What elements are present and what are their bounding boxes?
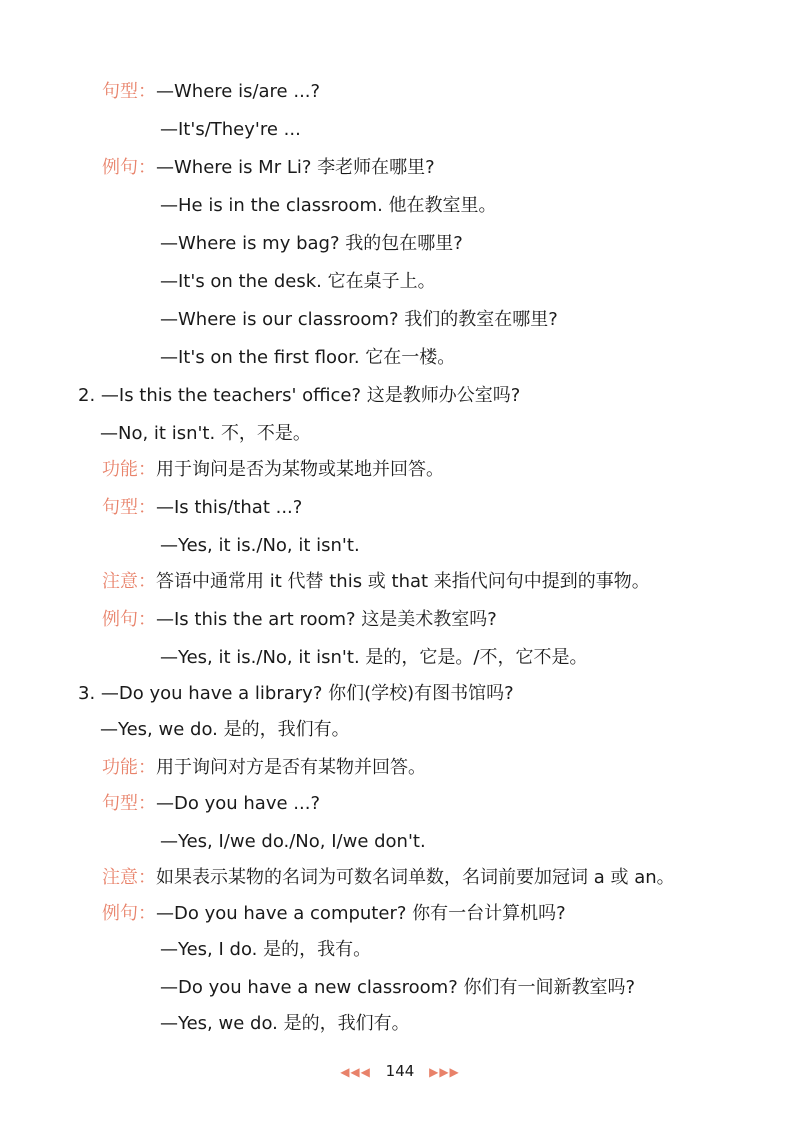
line-text: —It's/They're ... [160, 119, 301, 140]
section-label: 句型： [102, 81, 156, 102]
line-text: —It's on the first floor. 它在一楼。 [160, 347, 456, 368]
line-text: —He is in the classroom. 他在教室里。 [160, 195, 497, 216]
line-text: —Is this/that ...? [156, 497, 303, 518]
item-heading [78, 384, 520, 408]
example-line [160, 1012, 410, 1036]
item-answer [100, 422, 311, 446]
line-text: 答语中通常用 it 代替 this 或 that 来指代问句中提到的事物。 [156, 571, 650, 592]
note-line [102, 866, 675, 890]
line-text: —Do you have ...? [156, 793, 320, 814]
section-label: 注意： [102, 571, 156, 592]
line-text: —Where is my bag? 我的包在哪里? [160, 233, 463, 254]
section-label: 注意： [102, 867, 156, 888]
section-label: 句型： [102, 497, 156, 518]
pattern-line [160, 830, 426, 854]
line-text: 3. —Do you have a library? 你们(学校)有图书馆吗? [78, 683, 514, 704]
line-text: —Is this the art room? 这是美术教室吗? [156, 609, 497, 630]
item-heading [78, 682, 514, 706]
example-line [160, 346, 455, 370]
example-line [102, 156, 435, 180]
example-line [160, 976, 635, 1000]
line-text: —Yes, we do. 是的，我们有。 [160, 1013, 410, 1034]
section-label: 例句： [102, 609, 156, 630]
line-text: —Yes, we do. 是的，我们有。 [100, 719, 350, 740]
line-text: —Yes, it is./No, it isn't. [160, 535, 360, 556]
section-label: 功能： [102, 459, 156, 480]
next-arrows-icon: ▶▶▶ [429, 1065, 460, 1079]
function-line [102, 756, 426, 780]
line-text: 2. —Is this the teachers' office? 这是教师办公室吗? [78, 385, 521, 406]
page-footer [0, 1060, 800, 1083]
pattern-line [102, 496, 302, 520]
example-line [102, 608, 497, 632]
line-text: —Yes, I/we do./No, I/we don't. [160, 831, 426, 852]
example-line [102, 902, 566, 926]
line-text: —Do you have a new classroom? 你们有一间新教室吗? [160, 977, 636, 998]
section-label: 例句： [102, 157, 156, 178]
example-line [160, 194, 497, 218]
pattern-line [102, 80, 320, 104]
section-label: 句型： [102, 793, 156, 814]
line-text: —It's on the desk. 它在桌子上。 [160, 271, 436, 292]
pattern-line [160, 118, 301, 142]
line-text: —No, it isn't. 不，不是。 [100, 423, 311, 444]
prev-arrows-icon: ◀◀◀ [340, 1065, 371, 1079]
line-text: —Where is/are ...? [156, 81, 321, 102]
line-text: 用于询问对方是否有某物并回答。 [156, 757, 426, 778]
function-line [102, 458, 444, 482]
example-line [160, 646, 587, 670]
line-text: —Where is our classroom? 我们的教室在哪里? [160, 309, 558, 330]
example-line [160, 270, 436, 294]
section-label: 例句： [102, 903, 156, 924]
line-text: —Do you have a computer? 你有一台计算机吗? [156, 903, 566, 924]
note-line [102, 570, 650, 594]
line-text: —Yes, I do. 是的，我有。 [160, 939, 372, 960]
line-text: —Yes, it is./No, it isn't. 是的，它是。/不，它不是。 [160, 647, 588, 668]
item-answer [100, 718, 350, 742]
line-text: 如果表示某物的名词为可数名词单数，名词前要加冠词 a 或 an。 [156, 867, 675, 888]
line-text: —Where is Mr Li? 李老师在哪里? [156, 157, 435, 178]
line-text: 用于询问是否为某物或某地并回答。 [156, 459, 444, 480]
example-line [160, 308, 558, 332]
pattern-line [102, 792, 320, 816]
pattern-line [160, 534, 360, 558]
section-label: 功能： [102, 757, 156, 778]
example-line [160, 938, 371, 962]
example-line [160, 232, 463, 256]
page-number: 144 [385, 1062, 415, 1080]
